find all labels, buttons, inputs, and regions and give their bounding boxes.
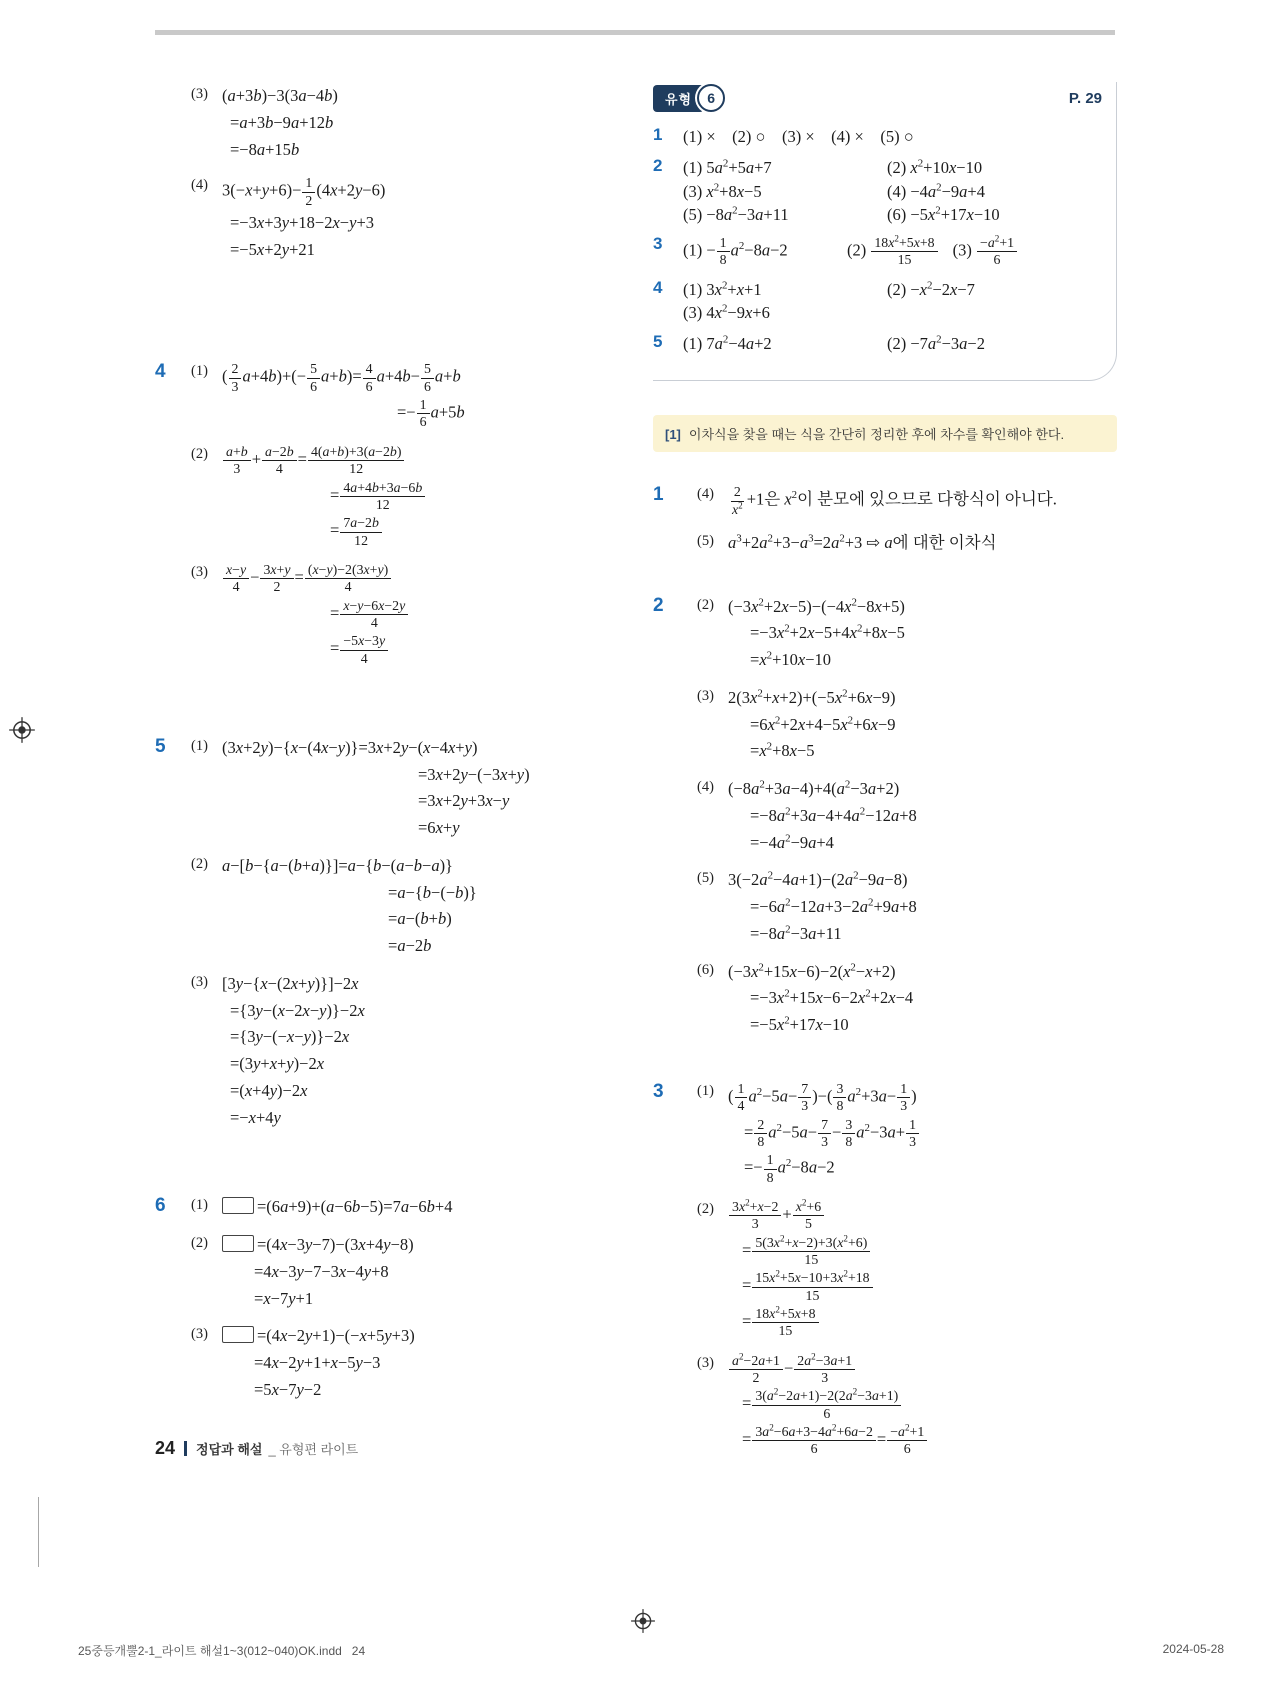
answer-line (683, 279, 1102, 300)
math-line: $\frac{2}{x^2}$ +1은 $x^2$이 분모에 있으므로 다항식이 아니다. (728, 484, 1117, 518)
solution-lines (222, 560, 613, 669)
math-line: =−5x+2y+21 (230, 239, 315, 259)
math-line: ={3y−(−x−y)}−2x (230, 1027, 350, 1047)
math-line: =3x+2y+3x−y (418, 791, 510, 811)
solution-lines (222, 734, 613, 843)
fraction: $\frac{a+b}{3}$ (223, 444, 251, 478)
problem-block (653, 1079, 1117, 1469)
fraction: $\frac{1}{4}$ (735, 1081, 748, 1115)
solution-lines (222, 82, 613, 164)
math-line: =(3y+x+y)−2x (230, 1054, 325, 1074)
item-label: (1) (191, 363, 208, 380)
fraction: $\frac{7a-2b}{12}$ (340, 515, 382, 549)
math-line: ( $\frac{2}{3}$ a+4b)+(− $\frac{5}{6}$ a+b)= $\frac{4}{6}$ a+4b− $\frac{5}{6}$ a+b (222, 361, 461, 394)
answer-cell: (1) × (2) ○ (3) × (4) × (5) ○ (683, 127, 914, 147)
top-rule (155, 30, 1115, 35)
math-line: $=-5x^2+17x-10$ (750, 1014, 849, 1035)
right-column (653, 82, 1117, 1469)
answer-cell: $(2) -7a^2-3a-2$ (887, 333, 985, 354)
solution-lines (728, 958, 1117, 1040)
math-line: $=-3x^2+15x-6-2x^2+2x-4$ (750, 987, 914, 1008)
answer-row (653, 155, 1102, 227)
problem-body (697, 482, 1117, 566)
answer-panel (653, 82, 1117, 381)
solution-item (191, 560, 613, 669)
problem-number: 1 (653, 484, 664, 506)
solution-item (191, 1322, 613, 1404)
item-label: (3) (697, 1354, 714, 1371)
registration-mark-bottom-icon (630, 1608, 656, 1634)
type-badge (653, 84, 725, 112)
fraction: $\frac{15x^2+5x-10+3x^2+18}{15}$ (752, 1270, 872, 1304)
answer-cell: (3) $\frac{-a^2+1}{6}$ (953, 235, 1018, 269)
item-label: (2) (191, 855, 208, 872)
fraction: $\frac{(x-y)-2(3x+y)}{4}$ (305, 562, 391, 596)
math-line: =−3x+3y+18−2x−y+3 (230, 212, 374, 232)
answer-row-number: 3 (653, 233, 663, 253)
problem-body (697, 593, 1117, 1049)
problem-number: 6 (155, 1195, 166, 1217)
solution-lines (222, 1322, 613, 1404)
answer-cell: (1) $3x^2+x+1$ (683, 279, 762, 299)
item-label: (3) (191, 973, 208, 990)
math-line: = $\frac{15x^2+5x-10+3x^2+18}{15}$ (742, 1270, 1117, 1304)
answer-line (683, 180, 1102, 201)
answer-cell: $(5) -8a^2-3a+11$ (683, 204, 789, 224)
solution-item (191, 970, 613, 1133)
answer-cell: $(4) -4a^2-9a+4$ (887, 181, 985, 201)
print-filename: 25중등개뿔2-1_라이트 해설1~3(012~040)OK.indd 24 (78, 1644, 366, 1658)
left-column (155, 82, 613, 1469)
answer-line (683, 204, 1102, 225)
fraction: $\frac{4a+4b+3a-6b}{12}$ (340, 480, 425, 514)
fraction: $\frac{4(a+b)+3(a-2b)}{12}$ (308, 444, 404, 478)
type-badge-label: 유형 (653, 85, 704, 112)
solution-item (697, 1197, 1117, 1342)
answer-cell: (2) $x^2+10x-10$ (887, 157, 983, 178)
fraction: $\frac{-5x-3y}{4}$ (340, 633, 388, 667)
math-line: = $\frac{7a-2b}{12}$ (330, 515, 613, 549)
item-label: (4) (191, 177, 208, 194)
fraction: $\frac{-a^2+1}{6}$ (887, 1424, 927, 1458)
math-line: $=x^2+8x-5$ (750, 740, 815, 761)
answer-row-number: 4 (653, 277, 663, 297)
page-footer (155, 1438, 358, 1459)
fraction: $\frac{1}{2}$ (302, 175, 315, 209)
item-label: (4) (697, 779, 714, 796)
math-line: = $\frac{x-y-6x-2y}{4}$ (330, 598, 613, 632)
answer-cell: (1) $5a^2+5a+7$ (683, 157, 772, 178)
answer-row-content (683, 277, 1102, 325)
fraction: $\frac{7}{3}$ (818, 1117, 831, 1151)
page-number: 24 (155, 1438, 176, 1458)
math-line: =x−7y+1 (254, 1288, 314, 1308)
fraction: $\frac{3a^2-6a+3-4a^2+6a-2}{6}$ (752, 1424, 876, 1458)
problem-block (653, 482, 1117, 566)
math-line: = $\frac{3(a^2-2a+1)-2(2a^2-3a+1)}{6}$ (742, 1388, 1117, 1422)
math-line: =5x−7y−2 (254, 1379, 322, 1399)
solution-lines (728, 684, 1117, 766)
math-line: =4x−3y−7−3x−4y+8 (254, 1261, 389, 1281)
problem-number: 5 (155, 735, 166, 757)
math-line: =a−{b−(−b)} (388, 882, 477, 902)
solution-lines (222, 1193, 613, 1222)
answer-line (683, 333, 1102, 354)
solution-lines (222, 173, 613, 264)
answer-line (683, 235, 1102, 269)
solution-item (697, 775, 1117, 857)
math-line: $=-6a^2-12a+3-2a^2+9a+8$ (750, 896, 917, 917)
answer-row-number: 1 (653, 125, 663, 144)
solution-lines (728, 1351, 1117, 1460)
solution-item (697, 482, 1117, 520)
answer-line (683, 126, 1102, 147)
math-line: =3x+2y−(−3x+y) (418, 764, 530, 784)
fraction: $\frac{x-y}{4}$ (223, 562, 249, 596)
item-label: (2) (191, 445, 208, 462)
answer-line (683, 302, 1102, 323)
math-line: $\frac{3x^2+x-2}{3}$ + $\frac{x^2+6}{5}$ (728, 1199, 1117, 1233)
solution-lines (222, 970, 613, 1133)
answer-cell: (1) − $\frac{1}{8}$ $a^2-8a-2$ (683, 234, 788, 268)
math-line: =−8a+15b (230, 139, 300, 159)
answer-rows (653, 124, 1102, 356)
fraction: $\frac{1}{6}$ (417, 397, 430, 431)
fraction: $\frac{18x^2+5x+8}{15}$ (871, 235, 937, 269)
solution-item (191, 359, 613, 432)
solution-item (191, 442, 613, 551)
note-text: 이차식을 찾을 때는 식을 간단히 정리한 후에 차수를 확인해야 한다. (688, 427, 1065, 443)
math-line: $=-3x^2+2x-5+4x^2+8x-5$ (750, 622, 905, 643)
math-line: $=6x^2+2x+4-5x^2+6x-9$ (750, 714, 896, 734)
fraction: $\frac{1}{8}$ (764, 1152, 777, 1186)
edge-trim-mark (38, 1497, 39, 1567)
math-line: $=-4a^2-9a+4$ (750, 832, 834, 852)
problem-block (155, 734, 613, 1142)
math-line: a−[b−{a−(b+a)}]=a−{b−(a−b−a)} (222, 855, 453, 875)
math-line: $=-8a^2+3a-4+4a^2-12a+8$ (750, 805, 917, 825)
fraction: $\frac{1}{3}$ (897, 1081, 910, 1115)
solution-item (697, 866, 1117, 948)
math-line: =−x+4y (230, 1107, 281, 1127)
solution-lines (222, 442, 613, 551)
blank-box (222, 1235, 254, 1252)
solution-item (697, 593, 1117, 675)
solution-item (697, 1351, 1117, 1460)
item-label: (1) (697, 1082, 714, 1099)
item-label: (5) (697, 870, 714, 887)
footer-title: 정답과 해설 (196, 1442, 263, 1457)
blank-box (222, 1326, 254, 1343)
math-line: (a+3b)−3(3a−4b) (222, 86, 338, 105)
answer-row (653, 331, 1102, 356)
fraction: $\frac{2}{x^2}$ (732, 484, 743, 517)
answer-row-content (683, 155, 1102, 227)
fraction: $\frac{2}{3}$ (229, 361, 242, 395)
solution-lines (728, 529, 1117, 558)
answer-cell: (3) $4x^2-9x+6$ (683, 302, 770, 322)
page-ref: P. 29 (1068, 89, 1102, 107)
math-line: = $\frac{-5x-3y}{4}$ (330, 633, 613, 667)
solution-lines (728, 482, 1117, 520)
math-line: ={3y−(x−2x−y)}−2x (230, 1000, 365, 1020)
problem-body (697, 1079, 1117, 1469)
solution-item (697, 684, 1117, 766)
item-label: (3) (191, 563, 208, 580)
answer-row-content (683, 124, 1102, 149)
answer-line (683, 157, 1102, 178)
math-line: =(4x−2y+1)−(−x+5y+3) (222, 1324, 613, 1349)
content-columns (155, 82, 1117, 1469)
problem-block (155, 82, 613, 273)
solution-lines (728, 1197, 1117, 1342)
math-line: $\frac{a^2-2a+1}{2}$ − $\frac{2a^2-3a+1}{3}$ (728, 1353, 1117, 1387)
answer-row (653, 277, 1102, 325)
problem-number (155, 82, 191, 273)
math-line: = $\frac{2}{8}$ $a^2-5a-$ $\frac{7}{3}$ − $\frac{3}{8}$ $a^2-3a+$ $\frac{1}{3}$ (744, 1117, 1117, 1151)
item-label: (3) (697, 687, 714, 704)
problem-body (191, 359, 613, 678)
item-label: (2) (697, 596, 714, 613)
item-label: (1) (191, 737, 208, 754)
fraction: $\frac{2}{8}$ (754, 1117, 767, 1151)
math-line: = $\frac{5(3x^2+x-2)+3(x^2+6)}{15}$ (742, 1235, 1117, 1269)
math-line: =a−(b+b) (388, 909, 452, 929)
solution-lines (728, 775, 1117, 857)
item-label: (1) (191, 1197, 208, 1214)
solution-item (191, 1231, 613, 1313)
answer-cell: (2) $\frac{18x^2+5x+8}{15}$ (847, 235, 939, 269)
callout-note (653, 415, 1117, 452)
fraction: $\frac{5}{6}$ (307, 361, 320, 395)
solution-lines (728, 1079, 1117, 1188)
problem-number: 3 (653, 1080, 664, 1102)
math-line: ( $\frac{1}{4}$ $a^2-5a-$ $\frac{7}{3}$ )−( $\frac{3}{8}$ $a^2+3a-$ $\frac{1}{3}$ ) (728, 1080, 917, 1114)
solution-lines (728, 593, 1117, 675)
fraction: $\frac{4}{6}$ (363, 361, 376, 395)
answer-row-number: 2 (653, 156, 663, 176)
math-line: =4x−2y+1+x−5y−3 (254, 1353, 381, 1373)
solution-item (191, 852, 613, 961)
math-line: $=-8a^2-3a+11$ (750, 923, 842, 943)
blank-box (222, 1197, 254, 1214)
solution-lines (222, 359, 613, 432)
math-line: =(4x−3y−7)−(3x+4y−8) (222, 1233, 613, 1258)
footer-subtitle: _ 유형편 라이트 (268, 1442, 359, 1457)
math-line: =(6a+9)+(a−6b−5)=7a−6b+4 (222, 1195, 613, 1220)
answer-cell: (3) $x^2+8x-5$ (683, 181, 762, 201)
fraction: $\frac{7}{3}$ (798, 1081, 811, 1115)
answer-row-number: 5 (653, 332, 663, 351)
math-line: $\frac{x-y}{4}$ − $\frac{3x+y}{2}$ = $\frac{(x-y)-2(3x+y)}{4}$ (222, 562, 613, 596)
fraction: $\frac{3x+y}{2}$ (260, 562, 293, 596)
problem-block (155, 359, 613, 678)
item-label: (2) (697, 1200, 714, 1217)
type-badge-number: 6 (697, 84, 725, 112)
answer-row-content (683, 233, 1102, 271)
solution-item (697, 1079, 1117, 1188)
print-date: 2024-05-28 (1162, 1642, 1224, 1656)
math-line: [3y−{x−(2x+y)}]−2x (222, 973, 359, 993)
math-line: =− $\frac{1}{8}$ $a^2-8a-2$ (744, 1152, 835, 1185)
fraction: $\frac{3}{8}$ (842, 1117, 855, 1151)
math-line: $=x^2+10x-10$ (750, 649, 832, 670)
item-label: (6) (697, 961, 714, 978)
fraction: $\frac{-a^2+1}{6}$ (977, 235, 1017, 269)
math-line: = $\frac{4a+4b+3a-6b}{12}$ (330, 480, 613, 514)
math-line: =a+3b−9a+12b (230, 112, 334, 132)
solution-lines (222, 852, 613, 961)
answer-row (653, 124, 1102, 149)
solution-item (191, 734, 613, 843)
fraction: $\frac{2a^2-3a+1}{3}$ (794, 1353, 855, 1387)
math-line: 3(−x+y+6)− $\frac{1}{2}$ (4x+2y−6) (222, 175, 386, 208)
problem-body (191, 734, 613, 1142)
item-label: (3) (191, 86, 208, 102)
solution-item (191, 1193, 613, 1222)
answer-cell: (1) $7a^2-4a+2$ (683, 333, 772, 354)
fraction: $\frac{3x^2+x-2}{3}$ (729, 1199, 781, 1233)
math-line: =− $\frac{1}{6}$ a+5b (397, 397, 465, 430)
math-line: = $\frac{3a^2-6a+3-4a^2+6a-2}{6}$ = $\frac{-a^2+1}{6}$ (742, 1424, 1117, 1458)
math-line: $\frac{a+b}{3}$ + $\frac{a-2b}{4}$ = $\frac{4(a+b)+3(a-2b)}{12}$ (222, 444, 613, 478)
problem-block (653, 593, 1117, 1049)
problem-body (191, 1193, 613, 1413)
item-label: (4) (697, 486, 714, 503)
fraction: $\frac{3(a^2-2a+1)-2(2a^2-3a+1)}{6}$ (752, 1388, 901, 1422)
item-label: (2) (191, 1235, 208, 1252)
answer-row-content (683, 331, 1102, 356)
answer-row (653, 233, 1102, 271)
solution-item (697, 529, 1117, 558)
fraction: $\frac{18x^2+5x+8}{15}$ (752, 1306, 818, 1340)
right-problems (653, 482, 1117, 1469)
solution-item (191, 173, 613, 264)
math-line: $a^3+2a^2+3-a^3=2a^2+3$ ⇨ a에 대한 이차식 (728, 532, 997, 552)
solution-item (191, 82, 613, 164)
fraction: $\frac{x-y-6x-2y}{4}$ (340, 598, 408, 632)
math-line: = $\frac{18x^2+5x+8}{15}$ (742, 1306, 1117, 1340)
fraction: $\frac{a-2b}{4}$ (262, 444, 297, 478)
math-line: $(-3x^2+15x-6)-2(x^2-x+2)$ (728, 961, 896, 981)
fraction: $\frac{x^2+6}{5}$ (793, 1199, 824, 1233)
item-label: (5) (697, 532, 714, 549)
fraction: $\frac{5(3x^2+x-2)+3(x^2+6)}{15}$ (752, 1235, 870, 1269)
problem-number: 4 (155, 361, 166, 383)
fraction: $\frac{a^2-2a+1}{2}$ (729, 1353, 783, 1387)
solution-item (697, 958, 1117, 1040)
problem-block (155, 1193, 613, 1413)
footer-divider (184, 1441, 187, 1456)
math-line: $2(3x^2+x+2)+(-5x^2+6x-9)$ (728, 687, 896, 707)
math-line: $(-8a^2+3a-4)+4(a^2-3a+2)$ (728, 778, 900, 799)
fraction: $\frac{5}{6}$ (421, 361, 434, 395)
math-line: =a−2b (388, 936, 432, 956)
item-label: (3) (191, 1326, 208, 1343)
registration-mark-left-icon (8, 716, 36, 744)
math-line: (3x+2y)−{x−(4x−y)}=3x+2y−(x−4x+y) (222, 737, 478, 757)
math-line: $3(-2a^2-4a+1)-(2a^2-9a-8)$ (728, 869, 908, 890)
answer-panel-header (653, 84, 1102, 112)
fraction: $\frac{1}{3}$ (906, 1117, 919, 1151)
solution-lines (728, 866, 1117, 948)
fraction: $\frac{3}{8}$ (833, 1081, 846, 1115)
problem-number: 2 (653, 594, 664, 616)
answer-cell: $(6) -5x^2+17x-10$ (887, 204, 1000, 224)
math-line: =6x+y (418, 818, 460, 838)
solution-lines (222, 1231, 613, 1313)
math-line: =(x+4y)−2x (230, 1080, 308, 1100)
answer-cell: $(2) -x^2-2x-7$ (887, 279, 975, 299)
problem-body (191, 82, 613, 273)
note-prefix: [1] (665, 427, 681, 443)
math-line: $(-3x^2+2x-5)-(-4x^2-8x+5)$ (728, 596, 905, 616)
fraction: $\frac{1}{8}$ (717, 235, 730, 269)
